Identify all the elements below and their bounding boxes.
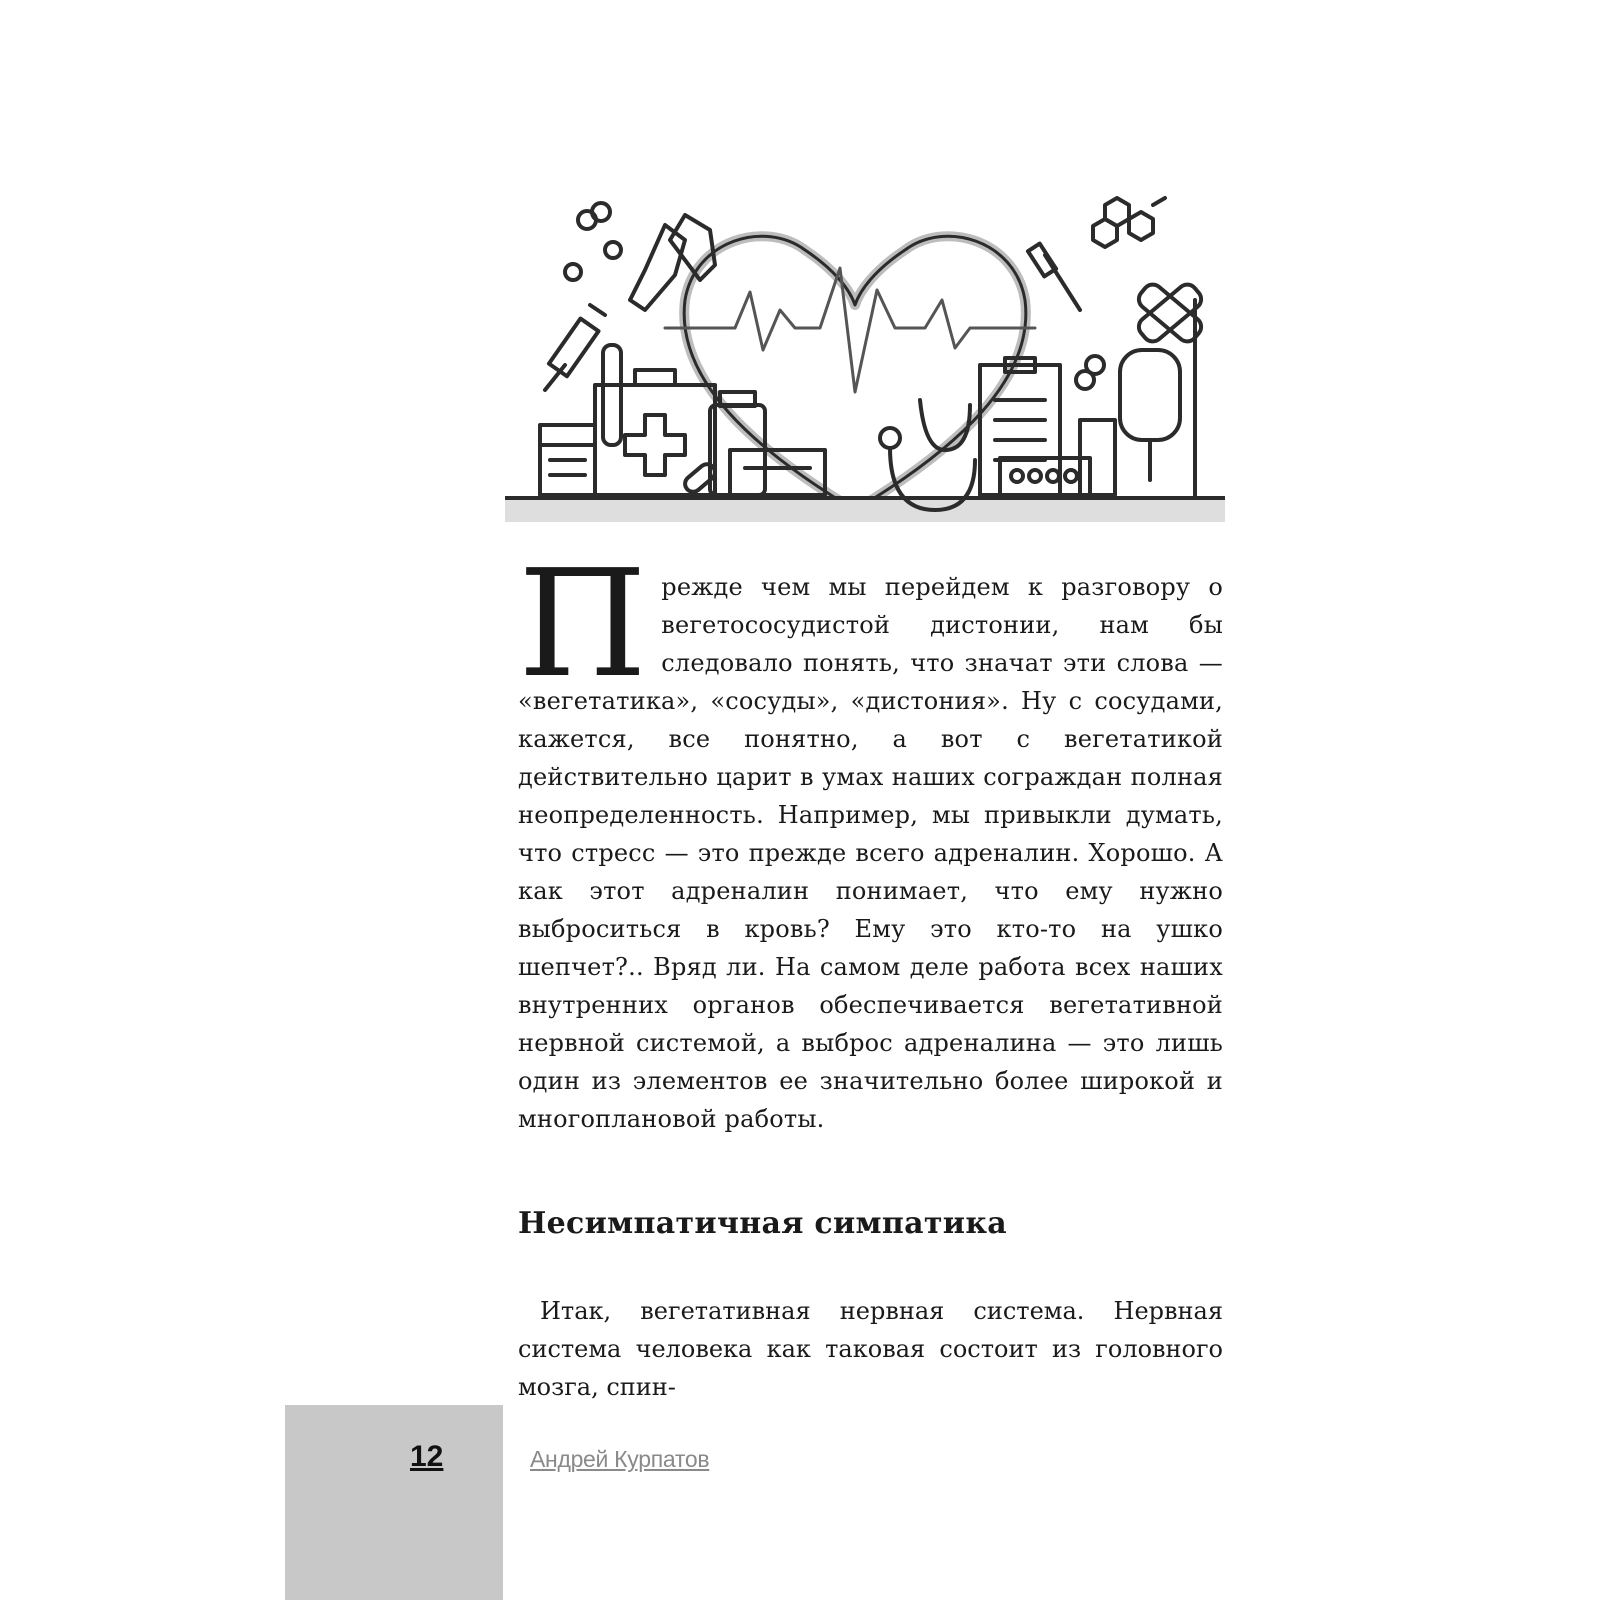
iv-drip-icon — [1120, 300, 1195, 498]
thermometer-icon — [603, 345, 621, 445]
running-footer-author: Андрей Курпатов — [530, 1446, 710, 1472]
page-number-block — [285, 1405, 503, 1600]
pills-icon — [565, 203, 621, 280]
molecule-icon — [1093, 198, 1165, 247]
pipette-icon — [1028, 244, 1080, 310]
body-paragraph-2: Итак, вегетативная нервная система. Нервная система человека как таковая состоит из головного мозга, спин- — [518, 1297, 1223, 1401]
blister-pack-icon — [1000, 458, 1090, 495]
drop-cap: П — [518, 538, 648, 710]
first-aid-kit-icon — [595, 370, 715, 495]
syringe-icon — [545, 305, 605, 390]
body-paragraph — [518, 538, 1223, 1138]
medical-illustration-icon — [505, 180, 1225, 530]
capsule-icon — [682, 461, 718, 495]
page-number: 12 — [410, 1440, 444, 1473]
paragraph-text: режде чем мы перейдем к разговору о вегетососудистой дистонии, нам бы следовало понять, что значат эти слова — «вегетатика», «сосуды», «дистония». Ну с сосудами, кажется, все понятно, а вот с вегетатикой действительно царит в умах наших сограждан полная неопределенность. Например, мы привыкли думать, что стресс — это прежде всего адреналин. Хорошо. А как этот адреналин понимает, что ему нужно выброситься в кровь? Ему это кто-то на ушко шепчет?.. Вряд ли. На самом деле работа всех наших внутренних органов обеспечивается вегетативной нервной системой, а выброс адреналина — это лишь один из элементов ее значительно более широкой и многоплановой работы. — [518, 573, 1223, 1133]
jar-icon — [540, 425, 595, 495]
pills-right-icon — [1076, 356, 1104, 389]
section-heading: Несимпатичная симпатика — [518, 1206, 1008, 1241]
